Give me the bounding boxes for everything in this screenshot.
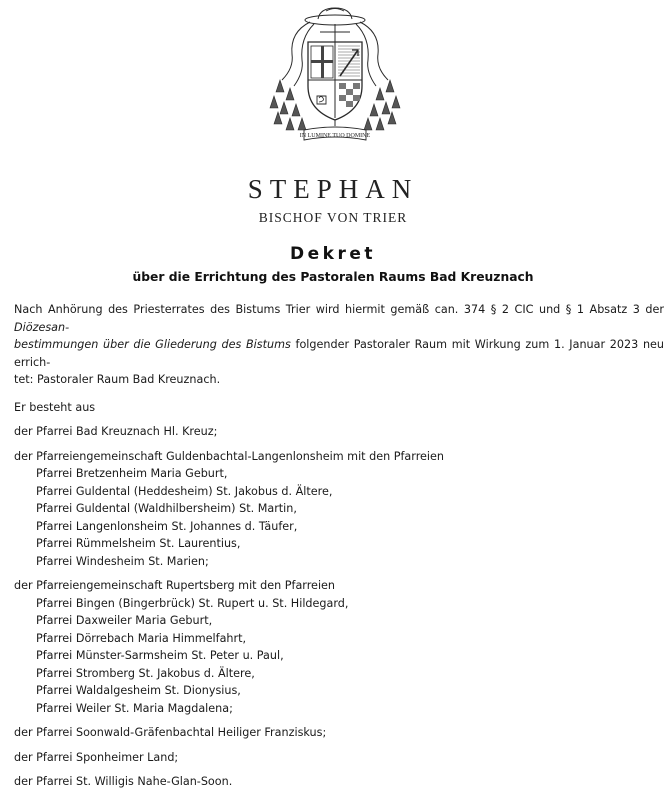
entry-soonwald: der Pfarrei Soonwald-Gräfenbachtal Heiliger Franziskus;: [14, 726, 327, 739]
parish-item: Pfarrei Bingen (Bingerbrück) St. Rupert u. St. Hildegard,: [36, 596, 349, 610]
guldenbachtal-heading: der Pfarreiengemeinschaft Guldenbachtal-Langenlonsheim mit den Pfarreien: [14, 449, 445, 463]
intro-italic-b: bestimmungen über die Gliederung des Bistums: [14, 338, 291, 351]
decree-body: [14, 301, 664, 791]
parish-item: Pfarrei Daxweiler Maria Geburt,: [36, 614, 213, 627]
intro-italic-a: Diözesan-: [14, 320, 70, 334]
parish-item: Pfarrei Bretzenheim Maria Geburt,: [36, 467, 228, 480]
consists-of-label: Er besteht aus: [14, 400, 96, 414]
parish-item: Pfarrei Langenlonsheim St. Johannes d. Täufer,: [36, 519, 298, 533]
entry-guldenbachtal: [14, 448, 664, 571]
intro-text-part2: folgender Pastoraler Raum mit Wirkung zum 1. Januar 2023 neu errich-: [14, 338, 665, 369]
entry-sponheimer: der Pfarrei Sponheimer Land;: [14, 750, 179, 764]
entry-willigis: der Pfarrei St. Willigis Nahe-Glan-Soon.: [14, 775, 233, 788]
bishop-name: STEPHAN: [247, 174, 419, 204]
intro-paragraph: [14, 301, 664, 389]
episcopal-coat-of-arms: [260, 6, 410, 148]
intro-text-part3: tet: Pastoraler Raum Bad Kreuznach.: [14, 373, 221, 386]
parish-item: Pfarrei Dörrebach Maria Himmelfahrt,: [36, 631, 247, 645]
entry-pfarrei-kreuznach: der Pfarrei Bad Kreuznach Hl. Kreuz;: [14, 425, 218, 438]
bishop-title: BISCHOF VON TRIER: [258, 210, 408, 225]
motto-text: IN LUMINE TUO DOMINE: [299, 133, 371, 139]
parish-item: Pfarrei Münster-Sarmsheim St. Peter u. Paul,: [36, 649, 284, 662]
parish-item: Pfarrei Weiler St. Maria Magdalena;: [36, 701, 233, 715]
parish-item: Pfarrei Rümmelsheim St. Laurentius,: [36, 537, 241, 550]
parish-item: Pfarrei Windesheim St. Marien;: [36, 554, 209, 568]
decree-subtitle: über die Errichtung des Pastoralen Raums Bad Kreuznach: [132, 270, 534, 284]
decree-title: Dekret: [290, 244, 376, 264]
parish-item: Pfarrei Guldental (Waldhilbersheim) St. Martin,: [36, 502, 297, 515]
intro-text-part1: Nach Anhörung des Priesterrates des Bistums Trier wird hiermit gemäß can. 374 § 2 CIC und § 1 Absatz 3 der: [14, 303, 664, 316]
parish-item: Pfarrei Stromberg St. Jakobus d. Ältere,: [36, 666, 255, 680]
parish-item: Pfarrei Waldalgesheim St. Dionysius,: [36, 684, 241, 697]
parish-item: Pfarrei Guldental (Heddesheim) St. Jakobus d. Ältere,: [36, 484, 333, 498]
entry-rupertsberg: [14, 577, 664, 717]
rupertsberg-heading: der Pfarreiengemeinschaft Rupertsberg mit den Pfarreien: [14, 579, 336, 592]
